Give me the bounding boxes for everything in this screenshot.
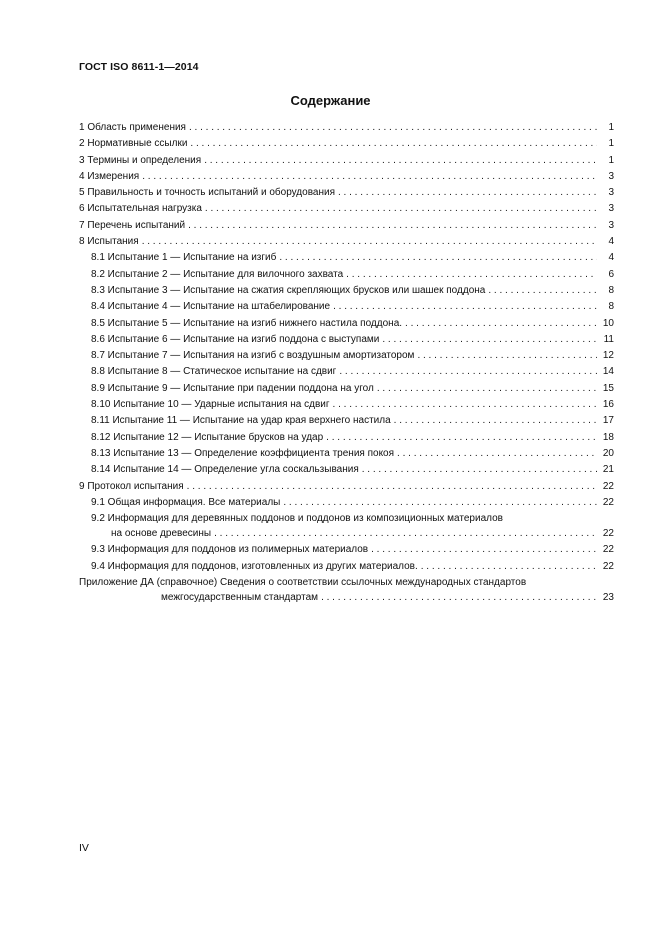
- dot-leader: [488, 283, 597, 299]
- toc-entry[interactable]: [79, 542, 614, 558]
- toc-label: межгосударственным стандартам: [161, 592, 319, 604]
- dot-leader: [283, 495, 597, 511]
- toc-label: 8.5 Испытание 5 — Испытание на изгиб нижнего настила поддона.: [91, 317, 403, 329]
- toc-label: 9 Протокол испытания: [79, 480, 184, 492]
- toc-label-line[interactable]: Приложение ДА (справочное) Сведения о соответствии ссылочных международных стандартов: [79, 577, 527, 589]
- dot-leader: [321, 590, 597, 606]
- dot-leader: [326, 430, 597, 446]
- toc-label: 5 Правильность и точность испытаний и оборудования: [79, 187, 335, 199]
- toc-page: 6: [608, 268, 614, 280]
- dot-leader: [204, 153, 597, 169]
- dot-leader: [214, 526, 597, 542]
- dot-leader: [279, 250, 597, 266]
- toc-label: 4 Измерения: [79, 170, 140, 182]
- toc-entry[interactable]: [79, 446, 614, 462]
- toc-entry[interactable]: [79, 234, 614, 250]
- dot-leader: [421, 559, 597, 575]
- toc-label-line[interactable]: 9.2 Информация для деревянных поддонов и поддонов из композиционных материалов: [91, 513, 503, 525]
- dot-leader: [394, 413, 597, 429]
- toc-entry[interactable]: [79, 218, 614, 234]
- toc-label: 8.11 Испытание 11 — Испытание на удар края верхнего настила: [91, 415, 391, 427]
- toc-page: 17: [602, 415, 614, 427]
- toc-page: 18: [602, 431, 614, 443]
- toc-entry[interactable]: [79, 332, 614, 348]
- toc-label: 8.14 Испытание 14 — Определение угла соскальзывания: [91, 464, 359, 476]
- dot-leader: [142, 169, 597, 185]
- toc-label: 8 Испытания: [79, 236, 139, 248]
- toc-page: 22: [602, 480, 614, 492]
- toc-entry[interactable]: [79, 283, 614, 299]
- dot-leader: [339, 364, 597, 380]
- toc-label: 8.9 Испытание 9 — Испытание при падении поддона на угол: [91, 382, 374, 394]
- dot-leader: [333, 299, 597, 315]
- toc-page: 10: [602, 317, 614, 329]
- toc-entry[interactable]: [79, 413, 614, 429]
- toc-label: 8.2 Испытание 2 — Испытание для вилочного захвата: [91, 268, 344, 280]
- toc-page: 4: [608, 252, 614, 264]
- dot-leader: [346, 267, 597, 283]
- toc-page: 1: [608, 122, 614, 133]
- toc-page: 3: [608, 187, 614, 199]
- dot-leader: [187, 479, 597, 495]
- dot-leader: [190, 136, 597, 152]
- toc-entry[interactable]: [79, 169, 614, 185]
- toc-entry[interactable]: [79, 526, 614, 542]
- toc-entry[interactable]: [79, 397, 614, 413]
- toc-entry[interactable]: [79, 559, 614, 575]
- toc-entry[interactable]: [79, 120, 614, 136]
- dot-leader: [333, 397, 597, 413]
- toc-entry[interactable]: [79, 185, 614, 201]
- toc-page: 21: [602, 464, 614, 476]
- toc-page: 3: [608, 203, 614, 215]
- dot-leader: [142, 234, 597, 250]
- dot-leader: [371, 542, 597, 558]
- toc-label: 8.8 Испытание 8 — Статическое испытание на сдвиг: [91, 366, 337, 378]
- dot-leader: [377, 381, 597, 397]
- toc-page: 20: [602, 447, 614, 459]
- dot-leader: [397, 446, 597, 462]
- toc-label: 9.1 Общая информация. Все материалы: [91, 496, 281, 508]
- toc-entry[interactable]: [79, 299, 614, 315]
- toc-entry[interactable]: [79, 348, 614, 364]
- toc-entry[interactable]: [79, 381, 614, 397]
- toc-label: 8.1 Испытание 1 — Испытание на изгиб: [91, 252, 277, 264]
- toc-entry[interactable]: [79, 364, 614, 380]
- dot-leader: [405, 316, 597, 332]
- toc-label: 8.4 Испытание 4 — Испытание на штабелирование: [91, 301, 331, 313]
- toc-label: 8.3 Испытание 3 — Испытание на сжатия скрепляющих брусков или шашек поддона: [91, 284, 486, 296]
- toc-entry[interactable]: [79, 590, 614, 606]
- toc-page: 8: [608, 284, 614, 296]
- toc-page: 22: [602, 496, 614, 508]
- toc-entry[interactable]: [79, 479, 614, 495]
- toc-page: 1: [608, 154, 614, 166]
- toc-label: 8.13 Испытание 13 — Определение коэффициента трения покоя: [91, 447, 395, 459]
- dot-leader: [382, 332, 597, 348]
- toc-page: 22: [602, 560, 614, 572]
- toc-page: 1: [608, 138, 614, 150]
- toc-page: 12: [602, 350, 614, 362]
- toc-label: 6 Испытательная нагрузка: [79, 203, 202, 215]
- toc-label: 1 Область применения: [79, 122, 186, 133]
- dot-leader: [205, 201, 597, 217]
- toc-page: 8: [608, 301, 614, 313]
- toc-label: 2 Нормативные ссылки: [79, 138, 188, 150]
- dot-leader: [362, 462, 597, 478]
- dot-leader: [188, 218, 597, 234]
- toc-label: 8.10 Испытание 10 — Ударные испытания на сдвиг: [91, 399, 330, 411]
- toc-page: 22: [602, 528, 614, 540]
- toc-entry[interactable]: [79, 316, 614, 332]
- toc-page: 11: [603, 333, 614, 345]
- toc-label: 3 Термины и определения: [79, 154, 202, 166]
- toc-label: 8.12 Испытание 12 — Испытание брусков на удар: [91, 431, 324, 443]
- toc-page: 14: [602, 366, 614, 378]
- toc-entry[interactable]: [79, 136, 614, 152]
- toc-entry[interactable]: [79, 267, 614, 283]
- toc-label: 9.4 Информация для поддонов, изготовленных из других материалов.: [91, 560, 418, 572]
- dot-leader: [417, 348, 597, 364]
- toc-entry[interactable]: [79, 462, 614, 478]
- page-title: Содержание: [290, 93, 371, 108]
- toc-page: 15: [602, 382, 614, 394]
- toc-page: 23: [602, 592, 614, 604]
- toc-page: 3: [608, 170, 614, 182]
- toc-label: 9.3 Информация для поддонов из полимерных материалов: [91, 544, 369, 556]
- toc-entry[interactable]: [79, 495, 614, 511]
- toc-entry[interactable]: [79, 201, 614, 217]
- toc-entry[interactable]: [79, 153, 614, 169]
- toc-label: на основе древесины: [111, 528, 212, 540]
- toc-page: 16: [602, 399, 614, 411]
- toc-label: 8.6 Испытание 6 — Испытание на изгиб поддона с выступами: [91, 333, 380, 345]
- page-number: IV: [79, 842, 89, 854]
- toc-label: 8.7 Испытание 7 — Испытания на изгиб с воздушным амортизатором: [91, 350, 415, 362]
- dot-leader: [189, 120, 597, 136]
- toc-entry[interactable]: [79, 430, 614, 446]
- toc-label: 7 Перечень испытаний: [79, 219, 186, 231]
- toc-page: 22: [602, 544, 614, 556]
- toc-entry[interactable]: [79, 250, 614, 266]
- toc-page: 3: [608, 219, 614, 231]
- toc-page: 4: [608, 236, 614, 248]
- table-of-contents: [79, 120, 614, 606]
- standard-designation: ГОСТ ISO 8611-1—2014: [79, 61, 199, 73]
- dot-leader: [338, 185, 597, 201]
